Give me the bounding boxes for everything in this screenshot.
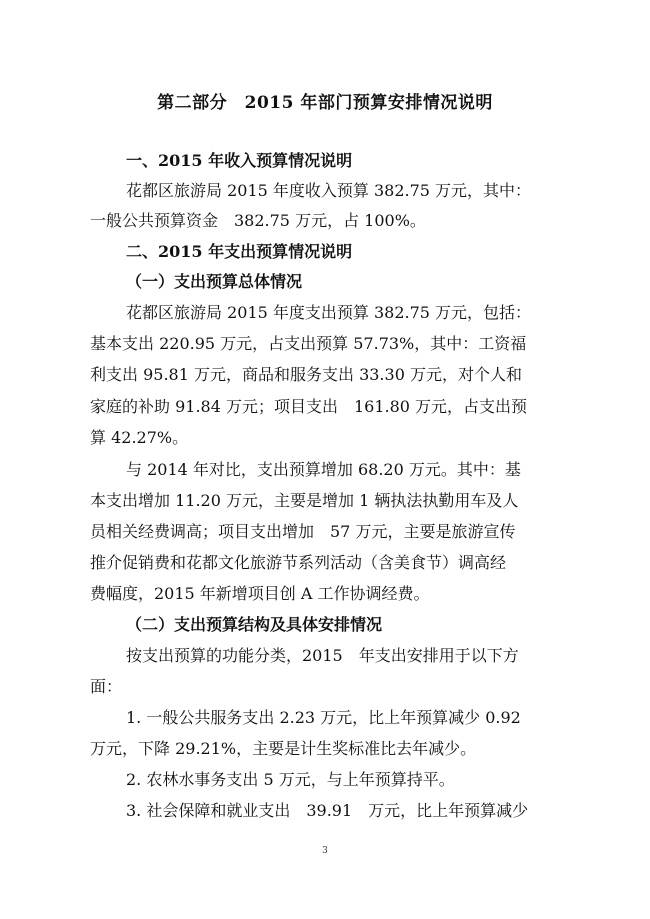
document-title: 第二部分 2015 年部门预算安排情况说明 [157, 93, 493, 113]
list-item-line: 2. 农林水事务支出 5 万元，与上年预算持平。 [126, 770, 455, 789]
paragraph-line: 按支出预算的功能分类，2015 年支出安排用于以下方 [126, 646, 519, 665]
subsection-heading-structure: （二）支出预算结构及具体安排情况 [126, 615, 383, 634]
paragraph-line: 与 2014 年对比，支出预算增加 68.20 万元。其中：基 [126, 460, 521, 479]
paragraph-line: 算 42.27%。 [90, 428, 189, 447]
paragraph-line: 费幅度，2015 年新增项目创 A 工作协调经费。 [90, 584, 430, 603]
paragraph-line: 基本支出 220.95 万元，占支出预算 57.73%，其中：工资福 [90, 334, 527, 353]
section-heading-income: 一、2015 年收入预算情况说明 [126, 151, 353, 170]
paragraph-line: 花都区旅游局 2015 年度支出预算 382.75 万元，包括： [126, 303, 532, 322]
paragraph-line: 面： [90, 677, 123, 696]
paragraph-line: 本支出增加 11.20 万元，主要是增加 1 辆执法执勤用车及人 [90, 491, 519, 510]
list-item-line: 3. 社会保障和就业支出 39.91 万元，比上年预算减少 [126, 801, 529, 820]
paragraph-line: 花都区旅游局 2015 年度收入预算 382.75 万元，其中： [126, 181, 532, 200]
section-heading-expenditure: 二、2015 年支出预算情况说明 [126, 242, 353, 261]
paragraph-line: 一般公共预算资金 382.75 万元，占 100%。 [90, 211, 426, 230]
paragraph-line: 员相关经费调高；项目支出增加 57 万元，主要是旅游宣传 [90, 522, 516, 541]
page-number: 3 [322, 846, 328, 856]
paragraph-line: 利支出 95.81 万元，商品和服务支出 33.30 万元，对个人和 [90, 365, 522, 384]
list-item-line: 万元，下降 29.21%，主要是计生奖标准比去年减少。 [90, 739, 477, 758]
paragraph-line: 推介促销费和花都文化旅游节系列活动（含美食节）调高经 [90, 553, 507, 572]
list-item-line: 1. 一般公共服务支出 2.23 万元，比上年预算减少 0.92 [126, 708, 521, 727]
subsection-heading-overall: （一）支出预算总体情况 [126, 272, 303, 291]
paragraph-line: 家庭的补助 91.84 万元；项目支出 161.80 万元，占支出预 [90, 397, 528, 416]
